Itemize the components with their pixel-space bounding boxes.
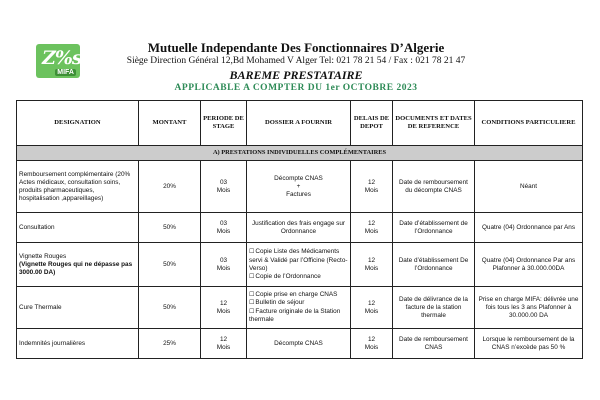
document-subtitle: APPLICABLE A COMPTER DU 1er OCTOBRE 2023 [174, 83, 418, 93]
dossier-checklist-item: ☐ Copie de l’Ordonnance [249, 273, 348, 282]
periode-unit: Mois [216, 227, 231, 235]
periode-cell [201, 287, 247, 329]
documents-cell: Date de délivrance de la facture de la station thermale [393, 287, 475, 329]
dossier-line: + [296, 182, 301, 190]
delais-value: 12 [367, 256, 376, 264]
dossier-checklist-item: ☐ Facture originale de la Station thermale [249, 308, 348, 325]
delais-unit: Mois [364, 343, 379, 351]
montant-cell: 50% [139, 243, 201, 287]
delais-unit: Mois [364, 264, 379, 272]
conditions-cell: Prise en charge MIFA: délivrée une fois tous les 3 ans Plafonner à 30.000.00 DA [475, 287, 583, 329]
dossier-line: Justification des frais engage sur Ordonnance [251, 219, 346, 235]
periode-value: 12 [219, 335, 228, 343]
documents-cell: Date de remboursement du décompte CNAS [393, 161, 475, 213]
column-header: CONDITIONS PARTICULIERE [475, 101, 583, 146]
delais-cell [351, 329, 393, 359]
table-row [17, 243, 583, 287]
designation-text: Cure Thermale [19, 303, 62, 311]
dossier-checklist-item: ☐ Copie prise en charge CNAS [249, 291, 348, 300]
organization-address: Siège Direction Général 12,Bd Mohamed V Alger Tel: 021 78 21 54 / Fax : 021 78 21 47 [126, 56, 466, 66]
delais-cell [351, 161, 393, 213]
periode-cell [201, 213, 247, 243]
delais-cell [351, 287, 393, 329]
periode-unit: Mois [216, 264, 231, 272]
logo-mark: Z%s [42, 47, 82, 69]
delais-value: 12 [367, 178, 376, 186]
table-row [17, 213, 583, 243]
column-header: DESIGNATION [17, 101, 139, 146]
conditions-cell: Néant [475, 161, 583, 213]
designation-text: Consultation [19, 223, 55, 231]
delais-unit: Mois [364, 186, 379, 194]
delais-value: 12 [367, 299, 376, 307]
periode-value: 03 [219, 256, 228, 264]
document-title: BAREME PRESTATAIRE [229, 68, 363, 82]
delais-value: 12 [367, 335, 376, 343]
column-header: MONTANT [139, 101, 201, 146]
conditions-cell: Quatre (04) Ordonnance Par ans Plafonner à 30.000.00DA [475, 243, 583, 287]
delais-cell [351, 213, 393, 243]
dossier-line: Décompte CNAS [274, 339, 323, 347]
designation-cell [17, 243, 139, 287]
delais-unit: Mois [364, 307, 379, 315]
montant-cell: 50% [139, 213, 201, 243]
section-title: A) PRESTATIONS INDIVIDUELLES COMPLÉMENTAIRES [17, 146, 583, 161]
montant-cell: 25% [139, 329, 201, 359]
periode-unit: Mois [216, 307, 231, 315]
dossier-checklist-item: ☐ Copie Liste des Médicaments servi & Validé par l’Officine (Recto-Verso) [249, 248, 348, 273]
dossier-line: Factures [286, 190, 311, 198]
dossier-line: Décompte CNAS [274, 174, 323, 182]
dossier-checklist-item: ☐ Bulletin de séjour [249, 299, 348, 308]
logo-text: MIFA [57, 69, 74, 76]
periode-value: 12 [219, 299, 228, 307]
periode-unit: Mois [216, 343, 231, 351]
documents-cell: Date d’établissement de l’Ordonnance [393, 213, 475, 243]
delais-unit: Mois [364, 227, 379, 235]
dossier-cell [247, 287, 351, 329]
column-header: DOSSIER A FOURNIR [247, 101, 351, 146]
designation-cell [17, 329, 139, 359]
designation-cell [17, 161, 139, 213]
section-row [17, 146, 583, 161]
column-header: DOCUMENTS ET DATES DE REFERENCE [393, 101, 475, 146]
periode-cell [201, 329, 247, 359]
dossier-cell [247, 243, 351, 287]
table-row [17, 329, 583, 359]
dossier-cell [247, 213, 351, 243]
designation-text: Remboursement complémentaire (20% Actes médicaux, consultation soins, produits pharmaceutiques, hospitalisation ,appareillages) [19, 170, 131, 202]
montant-cell: 20% [139, 161, 201, 213]
periode-cell [201, 161, 247, 213]
periode-cell [201, 243, 247, 287]
bareme-table [16, 100, 583, 359]
dossier-cell [247, 329, 351, 359]
designation-cell [17, 287, 139, 329]
delais-cell [351, 243, 393, 287]
column-header: DELAIS DE DEPOT [351, 101, 393, 146]
conditions-cell: Quatre (04) Ordonnance par Ans [475, 213, 583, 243]
documents-cell: Date d’établissement De l’Ordonnance [393, 243, 475, 287]
mifa-logo [36, 44, 80, 78]
designation-text: Vignette Rouges [19, 252, 67, 260]
periode-unit: Mois [216, 186, 231, 194]
table-row [17, 287, 583, 329]
dossier-cell [247, 161, 351, 213]
designation-cell [17, 213, 139, 243]
designation-text: Indemnités journalières [19, 339, 86, 347]
periode-value: 03 [219, 219, 228, 227]
table-header-row [17, 101, 583, 146]
column-header: PERIODE DE STAGE [201, 101, 247, 146]
documents-cell: Date de remboursement CNAS [393, 329, 475, 359]
delais-value: 12 [367, 219, 376, 227]
conditions-cell: Lorsque le remboursement de la CNAS n’excède pas 50 % [475, 329, 583, 359]
table-row [17, 161, 583, 213]
organization-name: Mutuelle Independante Des Fonctionnaires D’Algerie [147, 40, 445, 55]
montant-cell: 50% [139, 287, 201, 329]
periode-value: 03 [219, 178, 228, 186]
designation-note: (Vignette Rouges qui ne dépasse pas 3000.00 DA) [19, 260, 133, 276]
